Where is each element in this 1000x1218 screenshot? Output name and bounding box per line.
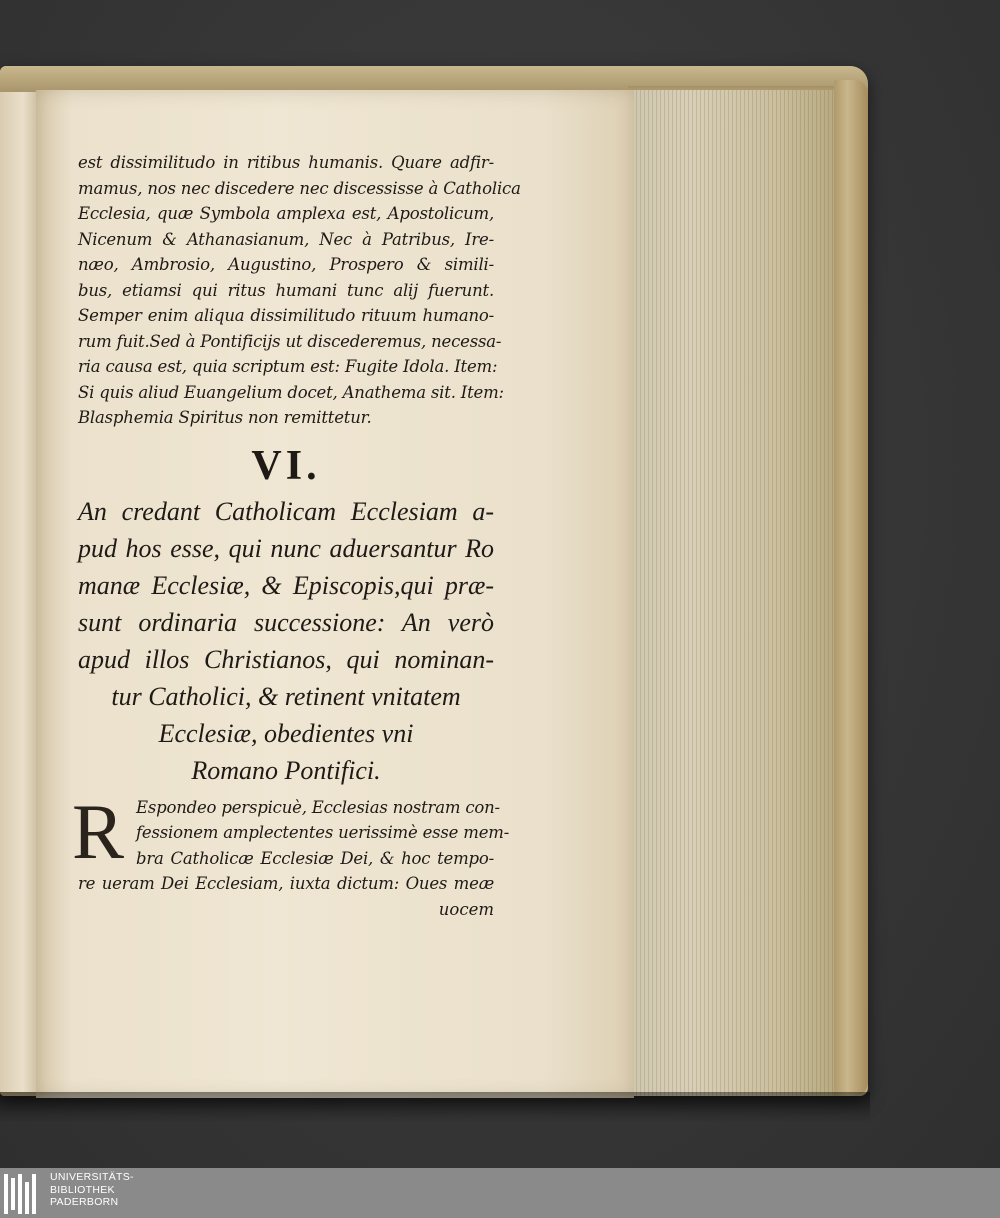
drop-cap: R <box>72 787 125 875</box>
body-line: Si quis aliud Euangelium docet, Anathema sit. Item: <box>78 382 504 402</box>
chapter-heading-line: tur Catholici, & retinent vnitatem <box>111 681 461 711</box>
body-line: fessionem amplectentes uerissimè esse mem- <box>136 823 510 842</box>
library-name-line: PADERBORN <box>50 1196 119 1208</box>
body-line: mamus, nos nec discedere nec discessisse à Catholica <box>78 178 521 198</box>
body-line: næo, Ambrosio, Augustino, Prospero & simili- <box>78 255 494 274</box>
body-line: Espondeo perspicuè, Ecclesias nostram con- <box>136 797 500 817</box>
library-logo-icon <box>4 1174 44 1214</box>
chapter-heading-line: pud hos esse, qui nunc aduersantur Ro <box>78 533 494 563</box>
catchword: uocem <box>438 899 494 919</box>
body-line: Blasphemia Spiritus non remittetur. <box>78 408 372 427</box>
body-line: bus, etiamsi qui ritus humani tunc alij fuerunt. <box>78 280 494 300</box>
page-fore-edge <box>628 90 838 1096</box>
body-line: est dissimilitudo in ritibus humanis. Quare adfir- <box>78 153 494 172</box>
body-line: ria causa est, quia scriptum est: Fugite Idola. Item: <box>78 357 498 376</box>
book-cover-edge <box>834 80 868 1096</box>
book-shadow <box>0 1092 870 1122</box>
library-name-line: UNIVERSITÄTS- <box>50 1171 134 1183</box>
library-name-line: BIBLIOTHEK <box>50 1183 115 1196</box>
body-line: re ueram Dei Ecclesiam, iuxta dictum: Oues meæ <box>78 874 494 893</box>
chapter-heading-line: apud illos Christianos, qui nominan- <box>78 644 494 674</box>
chapter-heading-line: Ecclesiæ, obedientes vni <box>158 718 414 748</box>
body-line: rum fuit.Sed à Pontificijs ut discederemus, necessa- <box>78 331 502 351</box>
chapter-heading-line: Romano Pontifici. <box>191 755 381 785</box>
body-line: Semper enim aliqua dissimilitudo rituum humano- <box>78 306 494 325</box>
chapter-heading-line: sunt ordinaria successione: An verò <box>78 607 494 637</box>
chapter-heading-line: An credant Catholicam Ecclesiam a- <box>78 496 494 526</box>
body-line: bra Catholicæ Ecclesiæ Dei, & hoc tempo- <box>136 848 494 868</box>
chapter-number: VI. <box>251 442 321 489</box>
library-footer-bar <box>0 1168 1000 1218</box>
library-name <box>50 1171 134 1209</box>
verso-page-edge <box>0 92 39 1092</box>
body-line: Nicenum & Athanasianum, Nec à Patribus, Ire- <box>78 229 494 249</box>
answer-paragraph <box>72 787 510 922</box>
chapter-heading-line: manæ Ecclesiæ, & Episcopis,qui præ- <box>78 570 494 600</box>
page-text <box>72 150 521 922</box>
body-line: Ecclesia, quæ Symbola amplexa est, Apostolicum, <box>78 204 494 223</box>
